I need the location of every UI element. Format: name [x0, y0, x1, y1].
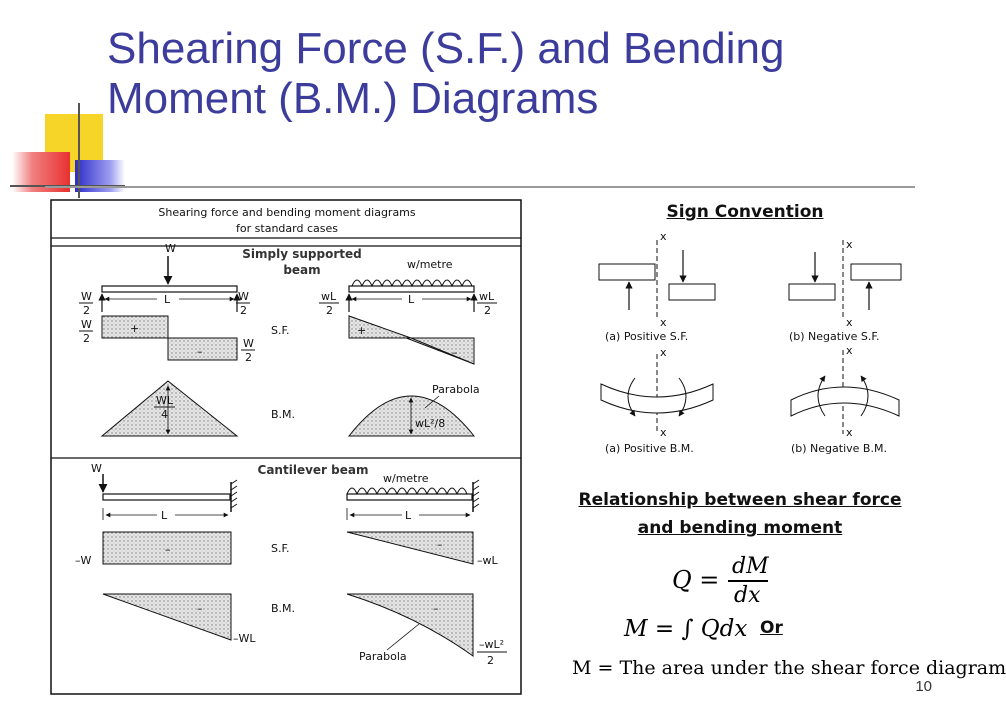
svg-text:2: 2: [487, 654, 494, 667]
svg-text:W: W: [243, 337, 254, 350]
svg-text:W: W: [91, 462, 102, 475]
svg-text:x: x: [846, 238, 853, 251]
load-w-label: W: [165, 242, 176, 255]
svg-text:2: 2: [245, 351, 252, 364]
positive-bm-sketch: [601, 346, 713, 455]
svg-text:x: x: [660, 230, 667, 243]
cantilever-udl-case: [347, 472, 507, 667]
sf-row-label: S.F.: [271, 324, 290, 337]
svg-text:2: 2: [326, 304, 333, 317]
svg-text:–: –: [197, 602, 203, 615]
svg-text:–WL: –WL: [233, 632, 256, 645]
svg-text:–wL²: –wL²: [479, 638, 505, 651]
ss-udl-case: [319, 258, 497, 436]
svg-text:B.M.: B.M.: [271, 602, 296, 615]
cant-udl-bm-parabola: [347, 594, 473, 656]
udl-label: w/metre: [407, 258, 453, 271]
negative-bm-sketch: [791, 344, 899, 455]
bm-row-label: B.M.: [271, 408, 296, 421]
svg-text:L: L: [408, 293, 415, 306]
svg-text:L: L: [161, 509, 168, 522]
svg-text:x: x: [660, 426, 667, 439]
ss-udl-bm-parabola: [349, 396, 474, 436]
svg-text:x: x: [846, 316, 853, 329]
table-header-line2: for standard cases: [236, 222, 338, 235]
equation-moment-integral: M = ∫ Qdx: [624, 616, 748, 642]
ss-udl-sf-negative: [411, 338, 474, 364]
svg-text:–: –: [197, 345, 203, 358]
svg-text:wL: wL: [321, 290, 337, 303]
relationship-heading-line2: and bending moment: [637, 518, 843, 538]
svg-text:W: W: [81, 290, 92, 303]
cantilever-beam-label: Cantilever beam: [243, 462, 383, 478]
svg-text:Parabola: Parabola: [359, 650, 407, 663]
cant-bm-triangle: [103, 594, 231, 640]
page-title: Shearing Force (S.F.) and Bending Moment (B.M.) Diagrams: [107, 24, 785, 123]
cantilever-point-load-case: [75, 462, 256, 645]
ss-beam: [102, 286, 237, 292]
svg-text:wL: wL: [479, 290, 495, 303]
svg-text:(a) Positive B.M.: (a) Positive B.M.: [605, 442, 694, 455]
decor-vertical-line: [78, 103, 80, 198]
cant-udl-sf-triangle: [347, 532, 473, 564]
svg-text:2: 2: [83, 304, 90, 317]
svg-text:–: –: [452, 346, 458, 359]
svg-text:2: 2: [240, 304, 247, 317]
title-underline: [45, 186, 915, 188]
svg-text:(b) Negative B.M.: (b) Negative B.M.: [791, 442, 887, 455]
svg-text:–: –: [433, 602, 439, 615]
svg-text:x: x: [846, 426, 853, 439]
svg-text:wL²/8: wL²/8: [415, 417, 446, 430]
svg-text:x: x: [660, 316, 667, 329]
span-l-label: L: [164, 293, 171, 306]
svg-text:–wL: –wL: [477, 554, 498, 567]
svg-text:x: x: [846, 344, 853, 357]
relationship-heading-line1: Relationship between shear force: [578, 490, 902, 510]
svg-text:W: W: [81, 318, 92, 331]
page-number: 10: [915, 678, 932, 695]
simply-supported-label: Simply supported beam: [242, 247, 362, 277]
svg-text:–: –: [165, 543, 171, 556]
svg-text:S.F.: S.F.: [271, 542, 290, 555]
positive-sf-sketch: [599, 230, 715, 343]
svg-text:(b) Negative S.F.: (b) Negative S.F.: [789, 330, 880, 343]
svg-text:–: –: [437, 538, 443, 551]
equation-area-under-sf: M = The area under the shear force diagram: [572, 657, 1006, 679]
svg-text:4: 4: [161, 408, 168, 421]
svg-text:(a) Positive S.F.: (a) Positive S.F.: [605, 330, 689, 343]
svg-text:W: W: [238, 290, 249, 303]
negative-sf-sketch: [789, 238, 901, 343]
sign-convention-heading: Sign Convention: [666, 202, 824, 222]
svg-text:WL: WL: [156, 394, 174, 407]
svg-text:–W: –W: [75, 554, 92, 567]
svg-text:L: L: [405, 509, 412, 522]
or-label: Or: [760, 618, 783, 638]
svg-text:2: 2: [83, 332, 90, 345]
table-header-line1: Shearing force and bending moment diagrams: [158, 206, 416, 219]
svg-text:+: +: [130, 322, 140, 335]
svg-text:Parabola: Parabola: [432, 383, 480, 396]
svg-text:2: 2: [484, 304, 491, 317]
svg-text:w/metre: w/metre: [383, 472, 429, 485]
sign-convention-figure: [585, 228, 915, 468]
svg-text:+: +: [357, 324, 367, 337]
ss-sf-negative-block: [168, 338, 237, 360]
svg-text:x: x: [660, 346, 667, 359]
ss-bm-triangle: [102, 381, 237, 436]
